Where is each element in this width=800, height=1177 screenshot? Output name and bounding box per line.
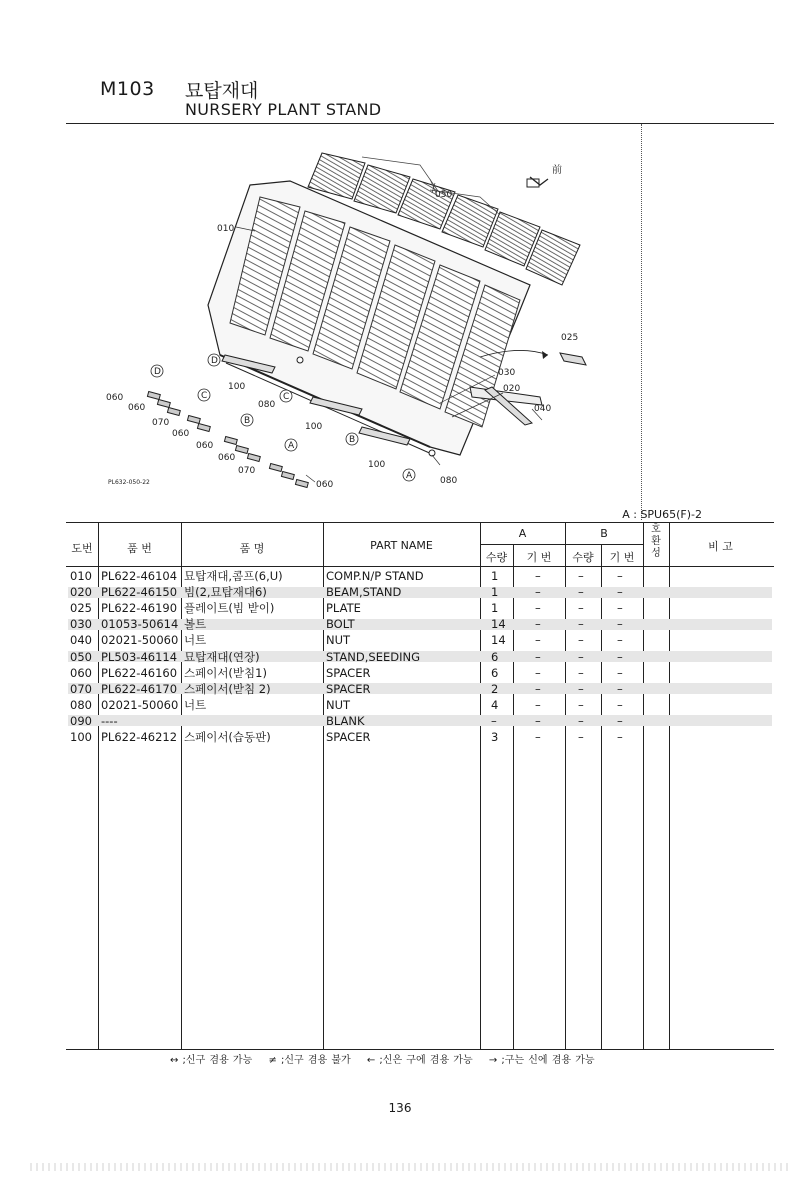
legend-item: ≠ ;신구 겸용 불가 xyxy=(268,1055,351,1066)
cell-qty-b: – xyxy=(578,697,584,712)
callout-letter-c1: C xyxy=(201,391,208,401)
cell-no: 020 xyxy=(70,585,92,600)
callout-060c: 060 xyxy=(172,429,190,439)
legend-item: → ;구는 신에 겸용 가능 xyxy=(488,1055,595,1066)
cell-qty-b: – xyxy=(578,601,584,616)
cell-qty-b: – xyxy=(578,585,584,600)
callout-030: 030 xyxy=(498,368,516,378)
cell-qty: – xyxy=(491,713,497,728)
cell-qty: 1 xyxy=(491,601,499,616)
cell-serial: – xyxy=(535,585,541,600)
cell-part-no: PL622-46212 xyxy=(101,730,178,744)
cell-qty: 4 xyxy=(491,697,499,712)
cell-serial: – xyxy=(535,617,541,632)
cell-serial-b: – xyxy=(617,665,623,680)
cell-name-ko: 스페이서(습동판) xyxy=(184,730,271,744)
header-rule xyxy=(66,123,774,124)
callout-025: 025 xyxy=(561,333,579,343)
header-qty-a: 수량 xyxy=(485,551,508,564)
callout-060a: 060 xyxy=(106,393,124,403)
cell-qty-b: – xyxy=(578,617,584,632)
header-part-name: PART NAME xyxy=(370,539,433,552)
header-name-ko: 품 명 xyxy=(239,542,265,555)
cell-serial-b: – xyxy=(617,681,623,696)
callout-letter-a2: A xyxy=(406,471,413,481)
col-divider xyxy=(565,522,566,1050)
cell-serial-b: – xyxy=(617,601,623,616)
cell-part-name: STAND,SEEDING xyxy=(326,649,421,664)
callout-letter-c2: C xyxy=(283,392,290,402)
col-divider xyxy=(181,522,182,1050)
cell-part-name: BEAM,STAND xyxy=(326,585,402,600)
callout-letter-d2: D xyxy=(211,356,218,366)
cell-name-ko: 묘탑재대(연장) xyxy=(184,649,260,664)
cell-part-name: SPACER xyxy=(326,665,371,680)
cell-qty-b: – xyxy=(578,569,584,583)
cell-no: 100 xyxy=(70,730,92,744)
header-serial-b: 기 번 xyxy=(609,551,635,564)
header-compat: 호환성 xyxy=(651,524,661,559)
callout-010: 010 xyxy=(217,224,235,234)
cell-serial: – xyxy=(535,665,541,680)
cell-serial-b: – xyxy=(617,633,623,648)
cell-part-no: PL622-46170 xyxy=(101,681,178,696)
callout-070a: 070 xyxy=(152,418,170,428)
cell-part-no: 02021-50060 xyxy=(101,633,179,648)
header-serial-a: 기 번 xyxy=(526,551,552,564)
cell-part-no: PL622-46190 xyxy=(101,601,178,616)
col-divider xyxy=(669,522,670,1050)
cell-serial-b: – xyxy=(617,713,623,728)
callout-080b: 080 xyxy=(440,476,458,486)
header-part-no: 품 번 xyxy=(127,542,152,555)
header-qty-b: 수량 xyxy=(572,551,594,564)
cell-qty: 14 xyxy=(491,617,506,632)
cell-name-ko: 볼트 xyxy=(184,617,207,632)
cell-qty-b: – xyxy=(578,633,584,648)
cell-name-ko: 너트 xyxy=(184,697,207,712)
callout-100a: 100 xyxy=(228,382,246,392)
cell-serial: – xyxy=(535,633,541,648)
cell-no: 025 xyxy=(70,601,92,616)
callout-060d: 060 xyxy=(196,441,214,451)
callout-100c: 100 xyxy=(368,460,386,470)
title-english: NURSERY PLANT STAND xyxy=(185,100,382,119)
callout-letter-d1: D xyxy=(154,367,161,377)
cell-name-ko: 너트 xyxy=(184,633,207,648)
cell-part-name: COMP.N/P STAND xyxy=(326,569,424,583)
cell-qty: 6 xyxy=(491,649,499,664)
cell-serial: – xyxy=(535,569,541,583)
section-code: M103 xyxy=(100,78,155,100)
cell-part-name: BOLT xyxy=(326,617,355,632)
table-top-rule xyxy=(66,522,774,523)
cell-name-ko: 묘탑재대,콤프(6,U) xyxy=(184,569,283,583)
cell-no: 050 xyxy=(70,649,92,664)
cell-serial-b: – xyxy=(617,730,623,744)
callout-080a: 080 xyxy=(258,400,276,410)
table-header-rule xyxy=(66,566,774,567)
cell-qty-b: – xyxy=(578,730,584,744)
cell-serial: – xyxy=(535,730,541,744)
cell-no: 040 xyxy=(70,633,92,648)
cell-part-name: SPACER xyxy=(326,681,371,696)
cell-no: 090 xyxy=(70,713,92,728)
header-group-b: B xyxy=(600,527,608,540)
callout-060f: 060 xyxy=(316,480,334,490)
cell-qty: 3 xyxy=(491,730,499,744)
cell-qty-b: – xyxy=(578,713,584,728)
callout-letter-b1: B xyxy=(244,416,251,426)
cell-name-ko: 빔(2,묘탑재대6) xyxy=(184,585,267,600)
callout-060b: 060 xyxy=(128,403,146,413)
legend-item: ← ;신은 구에 겸용 가능 xyxy=(366,1055,473,1066)
col-divider xyxy=(643,522,644,1050)
cell-part-no: PL503-46114 xyxy=(101,649,178,664)
cell-no: 080 xyxy=(70,697,92,712)
cell-name-ko: 스페이서(받침1) xyxy=(184,665,267,680)
cell-serial-b: – xyxy=(617,585,623,600)
front-arrow-icon xyxy=(527,177,548,187)
cell-serial-b: – xyxy=(617,617,623,632)
cell-serial-b: – xyxy=(617,649,623,664)
cell-part-no: PL622-46104 xyxy=(101,569,178,583)
parts-diagram xyxy=(100,135,640,500)
cell-serial: – xyxy=(535,681,541,696)
front-mark: 前 xyxy=(552,165,562,176)
header-remarks: 비 고 xyxy=(708,540,733,553)
legend-item: ↔ ;신구 겸용 가능 xyxy=(170,1055,253,1066)
cell-qty-b: – xyxy=(578,665,584,680)
cell-qty: 14 xyxy=(491,633,506,648)
cell-part-no: 02021-50060 xyxy=(101,697,179,712)
callout-100b: 100 xyxy=(305,422,323,432)
cell-no: 070 xyxy=(70,681,92,696)
cell-part-name: BLANK xyxy=(326,713,365,728)
cell-part-name: NUT xyxy=(326,633,351,648)
cell-qty: 1 xyxy=(491,585,499,600)
cell-part-name: SPACER xyxy=(326,730,371,744)
col-divider xyxy=(323,522,324,1050)
cell-part-no: PL622-46150 xyxy=(101,585,178,600)
callout-letter-a1: A xyxy=(288,441,295,451)
cell-no: 010 xyxy=(70,569,92,583)
cell-qty: 6 xyxy=(491,665,499,680)
col-divider xyxy=(480,522,481,1050)
col-divider xyxy=(98,522,99,1050)
diagram-divider xyxy=(641,124,642,520)
header-group-a: A xyxy=(518,527,527,540)
callout-020: 020 xyxy=(503,384,521,394)
cell-part-no: 01053-50614 xyxy=(101,617,179,632)
scan-edge xyxy=(30,1163,790,1171)
callout-letter-b2: B xyxy=(349,435,356,445)
page-number: 136 xyxy=(388,1101,412,1115)
callout-050: 050 xyxy=(435,190,453,200)
table-sub-rule xyxy=(480,544,644,545)
header-no: 도번 xyxy=(71,542,93,555)
scan-stripe xyxy=(68,715,772,726)
table-bottom-rule xyxy=(66,1049,774,1050)
cell-qty: 1 xyxy=(491,569,499,583)
cell-part-name: PLATE xyxy=(326,601,361,616)
cell-part-name: NUT xyxy=(326,697,351,712)
cell-no: 060 xyxy=(70,665,92,680)
cell-serial-b: – xyxy=(617,697,623,712)
cell-name-ko: 스페이서(받침 2) xyxy=(184,681,271,696)
cell-name-ko: 플레이트(빔 받이) xyxy=(184,601,275,616)
compatibility-legend xyxy=(170,1051,607,1066)
cell-serial: – xyxy=(535,649,541,664)
cell-serial-b: – xyxy=(617,569,623,583)
cell-qty: 2 xyxy=(491,681,499,696)
cell-qty-b: – xyxy=(578,681,584,696)
cell-qty-b: – xyxy=(578,649,584,664)
cell-serial: – xyxy=(535,601,541,616)
callout-040: 040 xyxy=(534,404,552,414)
title-korean: 묘탑재대 xyxy=(185,80,259,102)
drawing-code: PL632-050-22 xyxy=(108,479,150,486)
callout-060e: 060 xyxy=(218,453,236,463)
model-reference: A : SPU65(F)-2 xyxy=(622,508,702,521)
callout-070b: 070 xyxy=(238,466,256,476)
cell-serial: – xyxy=(535,697,541,712)
cell-part-no: PL622-46160 xyxy=(101,665,178,680)
cell-serial: – xyxy=(535,713,541,728)
cell-no: 030 xyxy=(70,617,92,632)
cell-part-no: ---- xyxy=(101,713,118,728)
